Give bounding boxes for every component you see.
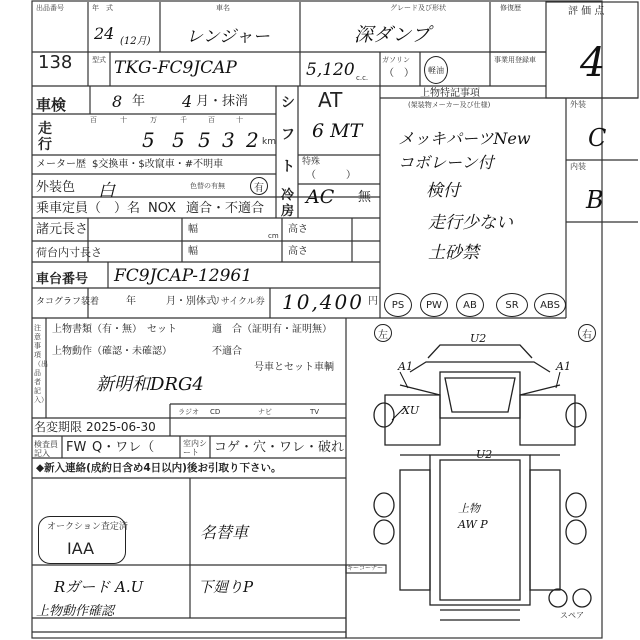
notes-line: 走行少ない <box>428 213 513 233</box>
chassis-label: 車台番号 <box>36 272 89 287</box>
color-label: 外装色 <box>36 180 76 195</box>
inspect-items: Q・ワレ（ <box>92 440 155 455</box>
shift-at: AT <box>318 88 343 112</box>
expiry-label: 名変期限 <box>34 420 83 434</box>
mileage-digit-label: 十 <box>120 116 127 124</box>
spare-label: スペア <box>560 611 584 620</box>
navi-label: ナビ <box>258 408 272 416</box>
mileage-label-2: 行 <box>38 137 52 153</box>
mileage-digit-label: 百 <box>90 116 97 124</box>
mileage-digit: 3 <box>222 128 235 152</box>
aircon-none: 無 <box>358 190 372 205</box>
mileage-digit-label: 千 <box>180 116 187 124</box>
aircon-value: AC <box>306 186 335 208</box>
stamp-text: オークション査定済 <box>47 522 128 532</box>
notes-line: 土砂禁 <box>428 243 479 263</box>
mileage-digit: 2 <box>246 128 259 152</box>
diagram-mark: 上物 <box>458 502 480 515</box>
expiry-date: 2025-06-30 <box>86 420 156 434</box>
cargo-unfit: 不適合 <box>212 346 242 357</box>
score-value: 4 <box>580 40 606 86</box>
exterior-label: 外装 <box>570 100 586 109</box>
diagram-mark: A1 <box>398 360 413 373</box>
notes-line: メッキパーツNew <box>398 129 531 148</box>
mileage-unit: km <box>262 137 276 147</box>
shift-label-3: ト <box>281 159 295 175</box>
notes-subtitle: (架装物メーカー及び仕様) <box>408 101 491 109</box>
cd-label: CD <box>210 408 221 416</box>
fw-label: FW <box>66 440 87 455</box>
fuel-label: ガソリン <box>382 56 410 64</box>
inspector-label: 検査員記入 <box>34 440 58 458</box>
diagram-mark: AW P <box>458 518 488 531</box>
inspect-cond: コゲ・穴・ワレ・破れ <box>214 440 345 455</box>
year-label: 年 式 <box>92 4 113 12</box>
remark-renamed: 名替車 <box>200 523 249 542</box>
chassis-value: FC9JCAP-12961 <box>114 266 253 286</box>
aircon-label-1: 冷 <box>281 188 295 203</box>
cargo-fit: 適 合（証明有・証明無） <box>212 324 332 335</box>
year-value: 24 <box>94 24 115 43</box>
remark-under: 下廻りP <box>198 578 254 596</box>
color-change-value: 有 <box>250 177 268 195</box>
diagram-right-label: 右 <box>578 324 596 342</box>
mileage-digit: 5 <box>198 128 211 152</box>
notice-text: ◆新入連絡(成約日含め4日以内)後お引取り下さい。 <box>36 462 282 474</box>
cc-value: 5,120 <box>306 60 355 80</box>
nox-label: NOX <box>148 201 177 216</box>
cargo-width-label: 幅 <box>188 246 198 257</box>
stamp-logo: IAA <box>67 539 95 558</box>
tacho-year: 年 <box>126 296 136 307</box>
equipment-pw: PW <box>420 293 448 317</box>
special-label: 特殊 <box>302 157 321 167</box>
shift-label-2: フ <box>281 127 295 143</box>
tacho-month: 月・別体式 <box>166 296 216 307</box>
cargo-docs: 上物書類（有・無） セット <box>52 324 177 335</box>
notes-title: 上物特記事項 <box>420 88 480 99</box>
inspection-month-unit: 月・抹消 <box>196 94 249 109</box>
stamp-frame <box>38 516 126 564</box>
cargo-operation: 上物動作（確認・未確認） <box>52 346 172 357</box>
mileage-digit-label: 万 <box>150 116 157 124</box>
aircon-label-2: 房 <box>281 204 295 219</box>
interior-grade: B <box>586 186 604 214</box>
passengers-label: 乗車定員（ ）名 <box>36 201 141 216</box>
special-value: （ ） <box>306 170 356 181</box>
length-unit: cm <box>268 232 279 240</box>
mileage-digit: 5 <box>142 128 155 152</box>
recycle-value: 10,400 <box>282 290 364 314</box>
inspection-month: 4 <box>182 92 193 111</box>
lot-number: 138 <box>38 52 73 73</box>
mileage-digit-label: 十 <box>236 116 243 124</box>
history-label: 修復歴 <box>500 4 521 12</box>
lot-label: 出品番号 <box>36 4 64 12</box>
cargo-set-note: 号車とセット車輌 <box>254 362 334 373</box>
nox-value: 適合・不適合 <box>186 201 265 216</box>
model-label: 型式 <box>92 56 106 64</box>
tv-label: TV <box>310 408 320 416</box>
vehicle-diagram <box>374 345 591 620</box>
carname-value: レンジャー <box>186 27 270 47</box>
color-change-label: 色替の有無 <box>190 182 225 190</box>
side-label: 注意事項（出品者記入） <box>34 324 48 404</box>
diagram-mark: A1 <box>556 360 571 373</box>
cargo-maker: 新明和DRG4 <box>96 374 204 395</box>
equipment-abs: ABS <box>534 293 566 317</box>
inspection-label: 車検 <box>36 96 67 114</box>
mileage-digit-label: 百 <box>208 116 215 124</box>
length-label: 諸元長さ <box>36 222 89 237</box>
diagram-left-label: 左 <box>374 324 392 342</box>
exterior-grade: C <box>588 124 607 152</box>
diagram-mark: U2 <box>476 448 493 461</box>
radio-label: ラジオ <box>178 408 199 416</box>
equipment-sr: SR <box>496 293 528 317</box>
fuel-value: （ ） <box>384 68 414 79</box>
remark-operation: 上物動作確認 <box>36 604 115 619</box>
diagram-mark: XU <box>402 404 420 417</box>
mileage-digit: 5 <box>172 128 185 152</box>
inspection-year-unit: 年 <box>132 94 146 109</box>
remark-rgate: Rガード A.U <box>54 578 144 596</box>
year-month: (12月) <box>120 36 151 47</box>
tacho-label: タコグラフ装着 <box>36 297 100 307</box>
meter-label: メーター歴 <box>36 159 86 170</box>
recycle-unit: 円 <box>368 296 378 307</box>
interior-label: 内装 <box>570 162 586 171</box>
cargo-length-label: 荷台内寸長さ <box>36 246 102 259</box>
diagram-mark: U2 <box>470 332 487 345</box>
meter-options: $交換車・$改竄車・#不明車 <box>92 159 224 170</box>
key-corner-label: キーコーナー <box>347 565 384 572</box>
equipment-ps: PS <box>384 293 412 317</box>
color-value: 白 <box>98 181 115 201</box>
notes-line: コボレーン付 <box>398 153 494 172</box>
grade-label: グレード及び形状 <box>390 4 446 12</box>
interior-seat-label: 室内シート <box>183 439 207 457</box>
height-label: 高さ <box>288 224 308 235</box>
cargo-height-label: 高さ <box>288 246 308 257</box>
shift-mt: 6 MT <box>312 120 363 142</box>
width-label: 幅 <box>188 224 198 235</box>
score-label: 評 価 点 <box>568 6 605 17</box>
mileage-label-1: 走 <box>38 121 52 137</box>
cc-unit: c.c. <box>356 74 369 82</box>
notes-line: 検付 <box>426 181 460 201</box>
inspection-year: 8 <box>112 92 123 111</box>
fuel-type: 軽油 <box>424 56 448 84</box>
equipment-ab: AB <box>456 293 484 317</box>
model-value: TKG-FC9JCAP <box>114 58 237 78</box>
import-label: 事業用登録車 <box>494 56 536 64</box>
grade-value: 深ダンプ <box>354 24 431 46</box>
carname-label: 車名 <box>216 4 230 12</box>
shift-label-1: シ <box>281 95 295 111</box>
recycle-label: リサイクル券 <box>212 297 265 307</box>
